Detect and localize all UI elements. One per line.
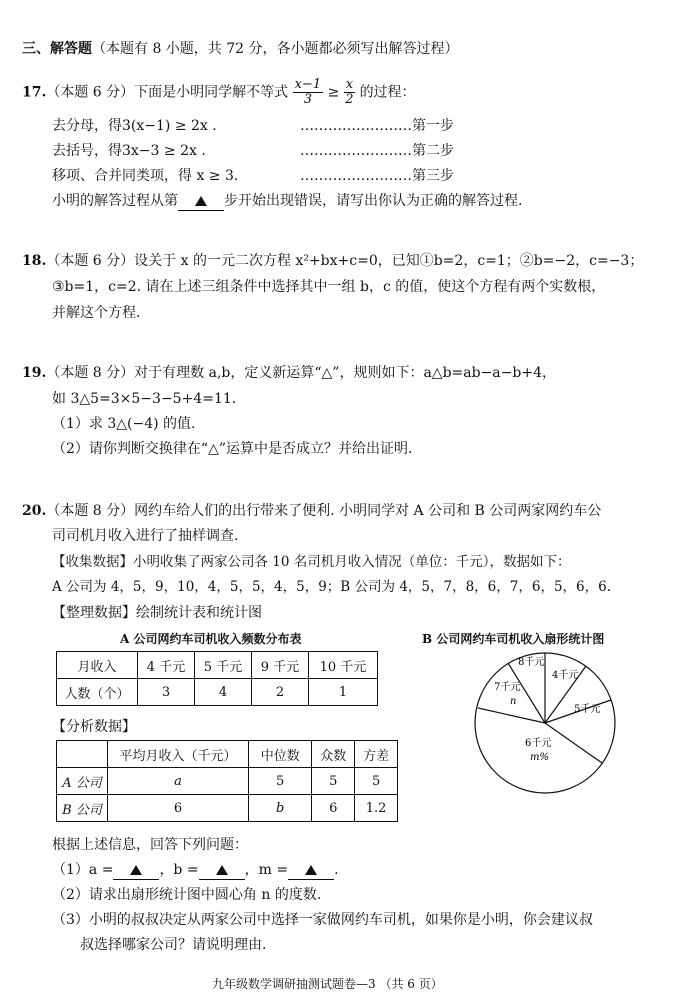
answer-blank[interactable] xyxy=(178,192,224,211)
table-cell: 5 xyxy=(249,768,312,795)
table-header: 9 千元 xyxy=(252,652,309,679)
section-title: 三、解答题 xyxy=(22,41,92,57)
q17-ask-b: 步开始出现错误，请写出你认为正确的解答过程. xyxy=(224,193,523,209)
q17-geq: ≥ xyxy=(327,84,340,101)
q17-ask-a: 小明的解答过程从第 xyxy=(52,193,178,209)
q20-sub1 xyxy=(52,861,339,880)
frac-numerator: x xyxy=(345,77,354,92)
pie-label: 7千元 xyxy=(494,682,521,693)
pie-radius xyxy=(478,708,545,723)
q17-step2-label: ……………………第二步 xyxy=(300,143,454,159)
table-cell: 3 xyxy=(138,679,195,706)
pie-radius xyxy=(545,723,602,763)
table-cell: 6 xyxy=(108,795,249,822)
section-heading xyxy=(22,40,459,58)
q17-step2: 去括号，得3x−3 ≥ 2x . xyxy=(52,143,206,159)
table-header: 中位数 xyxy=(249,741,312,768)
q17-question xyxy=(52,192,522,211)
q18-line3: 并解这个方程. xyxy=(52,305,141,321)
table-cell: A 公司 xyxy=(57,768,108,795)
q17-number: 17. xyxy=(22,84,47,101)
q18-text-1: 设关于 x 的一元二次方程 x²+bx+c=0，已知①b=2，c=1；②b=−2，c=−3； xyxy=(134,253,644,269)
q20-sub3-line2: 叔选择哪家公司？请说明理由. xyxy=(80,937,267,953)
answer-blank-a[interactable] xyxy=(113,861,159,880)
pie-label: n xyxy=(510,696,517,707)
triangle-icon xyxy=(195,196,207,206)
q17-score: （本题 6 分） xyxy=(46,84,135,101)
q18-score: （本题 6 分） xyxy=(46,253,135,269)
q17-intro-tail: 的过程： xyxy=(359,84,416,101)
table-cell: 5 xyxy=(312,768,355,795)
q17-step1: 去分母，得3(x−1) ≥ 2x . xyxy=(52,118,217,134)
frac-denominator: 2 xyxy=(345,92,354,107)
q20-data: A 公司为 4，5，9，10，4，5，5，4，5，9；B 公司为 4，5，7，8，6，7，6，5，6，6. xyxy=(52,579,611,595)
q19-sub2: （2）请你判断交换律在“△”运算中是否成立？并给出证明. xyxy=(52,441,413,457)
q19-line1 xyxy=(22,364,556,382)
q19-score: （本题 8 分） xyxy=(46,365,135,381)
q18-line1 xyxy=(22,252,643,270)
table-header xyxy=(57,741,108,768)
table-header: 平均月收入（千元） xyxy=(108,741,249,768)
table-cell: B 公司 xyxy=(57,795,108,822)
q20-line1 xyxy=(22,502,601,520)
table-cell: 2 xyxy=(252,679,309,706)
sub1-c-label: ，m = xyxy=(244,862,289,878)
answer-blank-m[interactable] xyxy=(288,861,334,880)
sub1-a-label: （1）a = xyxy=(52,862,114,878)
pie-label: 4千元 xyxy=(552,670,579,681)
q20-number: 20. xyxy=(22,503,47,519)
q20-collect: 【收集数据】小明收集了两家公司各 10 名司机月收入情况（单位：千元），数据如下： xyxy=(52,554,571,570)
pie-label: m% xyxy=(530,752,549,763)
q20-sub3-line1: （3）小明的叔叔决定从两家公司中选择一家做网约车司机，如果你是小明，你会建议叔 xyxy=(52,912,593,928)
pie-label: 6千元 xyxy=(525,738,552,749)
table-header: 4 千元 xyxy=(138,652,195,679)
q20-analyze: 【分析数据】 xyxy=(52,719,136,735)
table-cell: b xyxy=(249,795,312,822)
sub1-b-label: ，b = xyxy=(159,862,199,878)
answer-blank-b[interactable] xyxy=(199,861,245,880)
q20-score: （本题 8 分） xyxy=(46,503,135,519)
q17-fraction-left xyxy=(293,78,324,107)
table-cell: a xyxy=(108,768,249,795)
analysis-table xyxy=(56,740,398,822)
triangle-icon xyxy=(130,865,142,875)
triangle-icon xyxy=(216,865,228,875)
q19-line2: 如 3△5=3×5−3−5+4=11. xyxy=(52,391,237,407)
table-header: 方差 xyxy=(355,741,398,768)
table-row xyxy=(57,679,378,706)
triangle-icon xyxy=(305,865,317,875)
frequency-table xyxy=(56,651,378,706)
section-note: （本题有 8 小题，共 72 分，各小题都必须写出解答过程） xyxy=(92,41,459,57)
q18-number: 18. xyxy=(22,253,47,269)
q17-step3: 移项、合并同类项，得 x ≥ 3. xyxy=(52,168,239,184)
table-header: 月收入 xyxy=(57,652,138,679)
q17-step1-label: ……………………第一步 xyxy=(300,118,454,134)
table1-title: A 公司网约车司机收入频数分布表 xyxy=(120,632,302,646)
pie-label: 5千元 xyxy=(574,704,601,715)
q17-step3-label: ……………………第三步 xyxy=(300,168,454,184)
pie-chart xyxy=(470,648,620,798)
q20-line2: 司司机月收入进行了抽样调查. xyxy=(52,528,239,544)
sub1-end: . xyxy=(334,862,339,878)
q19-sub1: （1）求 3△(−4) 的值. xyxy=(52,416,196,432)
table-cell: 4 xyxy=(195,679,252,706)
q20-answer-intro: 根据上述信息，回答下列问题： xyxy=(52,837,248,853)
pie-radius xyxy=(508,663,545,723)
q20-organize: 【整理数据】绘制统计表和统计图 xyxy=(52,605,262,621)
table-cell: 1 xyxy=(309,679,378,706)
q18-line2: ③b=1，c=2. 请在上述三组条件中选择其中一组 b，c 的值，使这个方程有两个实数根， xyxy=(52,279,606,295)
pie-title: B 公司网约车司机收入扇形统计图 xyxy=(422,632,605,646)
table-header: 10 千元 xyxy=(309,652,378,679)
q17-fraction-right xyxy=(344,78,355,107)
table-cell: 1.2 xyxy=(355,795,398,822)
page-footer: 九年级数学调研抽测试题卷—3 （共 6 页） xyxy=(212,977,443,991)
table-cell: 5 xyxy=(355,768,398,795)
table-row xyxy=(57,768,398,795)
q19-text-1: 对于有理数 a,b，定义新运算“△”，规则如下：a△b=ab−a−b+4， xyxy=(134,365,556,381)
q19-number: 19. xyxy=(22,365,47,381)
q17-intro: 下面是小明同学解不等式 xyxy=(134,84,289,101)
table-row xyxy=(57,795,398,822)
table-cell: 人数（个） xyxy=(57,679,138,706)
table-cell: 6 xyxy=(312,795,355,822)
q20-text-1: 网约车给人们的出行带来了便利. 小明同学对 A 公司和 B 公司两家网约车公 xyxy=(134,503,602,519)
frac-denominator: 3 xyxy=(303,92,313,107)
table-header: 5 千元 xyxy=(195,652,252,679)
table-row xyxy=(57,741,398,768)
pie-label: 8千元 xyxy=(518,657,545,668)
table-row xyxy=(57,652,378,679)
table-header: 众数 xyxy=(312,741,355,768)
q20-sub2: （2）请求出扇形统计图中圆心角 n 的度数. xyxy=(52,887,322,903)
frac-numerator: x−1 xyxy=(294,77,322,92)
q17-header xyxy=(22,78,416,107)
